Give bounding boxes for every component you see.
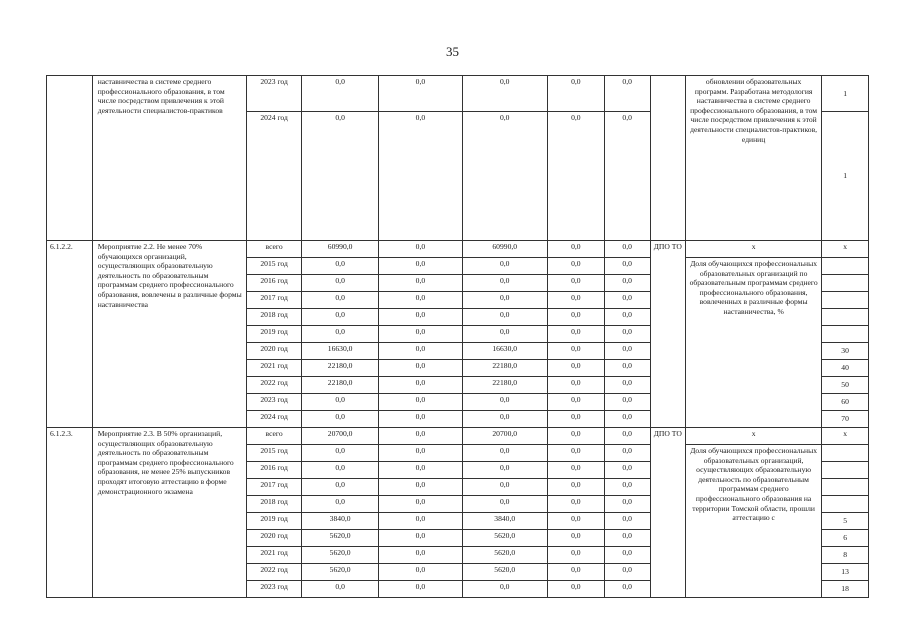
year-cell: 2016 год: [247, 275, 302, 292]
value-cell: 0,0: [462, 258, 547, 275]
value-cell: 0,0: [604, 377, 650, 394]
value-cell: 0,0: [547, 241, 604, 258]
value-cell: 0,0: [547, 411, 604, 428]
value-cell: 0,0: [379, 258, 462, 275]
value-cell: 0,0: [379, 326, 462, 343]
value-cell: 5620,0: [462, 530, 547, 547]
value-cell: 0,0: [302, 292, 379, 309]
year-cell: 2022 год: [247, 377, 302, 394]
value-cell: 0,0: [604, 445, 650, 462]
value-cell: 20700,0: [302, 428, 379, 445]
year-cell: 2020 год: [247, 343, 302, 360]
value-cell: 0,0: [302, 445, 379, 462]
event-description: наставничества в системе среднего профессионального образования, в том числе посредством привлечения к этой деятельности специалистов-практиков: [92, 76, 246, 241]
value-cell: 0,0: [604, 564, 650, 581]
value-cell: 0,0: [547, 496, 604, 513]
value-cell: 0,0: [379, 411, 462, 428]
year-cell: 2017 год: [247, 292, 302, 309]
value-cell: 0,0: [604, 428, 650, 445]
value-cell: 5620,0: [462, 564, 547, 581]
event-description: Мероприятие 2.2. Не менее 70% обучающихся организаций, осуществляющих образовательную деятельность по образовательным программам среднего профессионального образования, вовлечены в различные формы наставничества: [92, 241, 246, 428]
value-cell: 0,0: [302, 275, 379, 292]
value-cell: 0,0: [379, 112, 462, 241]
value-cell: 0,0: [547, 309, 604, 326]
value-cell: 5620,0: [302, 564, 379, 581]
target-value: 70: [822, 411, 869, 428]
value-cell: 0,0: [302, 394, 379, 411]
indicator-text: Доля обучающихся профессиональных образовательных организаций по образовательным программам среднего профессионального образования, вовлеченных в различные формы наставничества, %: [686, 258, 822, 428]
value-cell: 0,0: [379, 275, 462, 292]
value-cell: 0,0: [547, 445, 604, 462]
event-description: Мероприятие 2.3. В 50% организаций, осуществляющих образовательную деятельность по образовательным программам среднего профессионального образования, не менее 25% выпускников проходят итоговую аттестацию в форме демонстрационного экзамена: [92, 428, 246, 598]
year-cell: 2019 год: [247, 513, 302, 530]
target-value: 8: [822, 547, 869, 564]
value-cell: 22180,0: [302, 360, 379, 377]
target-value: 1: [822, 76, 869, 112]
target-value: 13: [822, 564, 869, 581]
page-number: 35: [446, 44, 459, 59]
value-cell: 0,0: [302, 581, 379, 598]
value-cell: 0,0: [604, 411, 650, 428]
value-cell: 0,0: [379, 377, 462, 394]
value-cell: 0,0: [462, 309, 547, 326]
value-cell: 0,0: [604, 496, 650, 513]
value-cell: 0,0: [379, 360, 462, 377]
value-cell: 0,0: [604, 258, 650, 275]
value-cell: 0,0: [462, 496, 547, 513]
value-cell: 0,0: [604, 76, 650, 112]
program-table: [46, 75, 869, 598]
value-cell: 0,0: [547, 564, 604, 581]
value-cell: 0,0: [547, 462, 604, 479]
value-cell: 0,0: [462, 581, 547, 598]
value-cell: 0,0: [547, 377, 604, 394]
year-cell: 2023 год: [247, 581, 302, 598]
value-cell: 0,0: [462, 445, 547, 462]
value-cell: 0,0: [462, 326, 547, 343]
year-cell: 2023 год: [247, 394, 302, 411]
value-cell: 0,0: [604, 530, 650, 547]
value-cell: 0,0: [604, 112, 650, 241]
target-value: [822, 309, 869, 326]
year-cell: 2020 год: [247, 530, 302, 547]
value-cell: 0,0: [379, 547, 462, 564]
value-cell: 0,0: [302, 258, 379, 275]
executor-cell: [650, 76, 686, 241]
value-cell: 0,0: [302, 496, 379, 513]
value-cell: 0,0: [547, 530, 604, 547]
target-value: 5: [822, 513, 869, 530]
value-cell: 0,0: [547, 112, 604, 241]
value-cell: 0,0: [604, 343, 650, 360]
target-value: [822, 292, 869, 309]
value-cell: 0,0: [604, 479, 650, 496]
value-cell: 0,0: [462, 112, 547, 241]
target-value: 60: [822, 394, 869, 411]
year-cell: всего: [247, 241, 302, 258]
value-cell: 3840,0: [302, 513, 379, 530]
target-value: [822, 326, 869, 343]
value-cell: 0,0: [462, 462, 547, 479]
year-cell: 2015 год: [247, 445, 302, 462]
value-cell: 0,0: [547, 326, 604, 343]
target-value: [822, 462, 869, 479]
value-cell: 0,0: [462, 275, 547, 292]
value-cell: 0,0: [379, 530, 462, 547]
target-value: [822, 445, 869, 462]
table-row: [47, 76, 869, 112]
value-cell: 0,0: [604, 309, 650, 326]
value-cell: 0,0: [604, 275, 650, 292]
value-cell: 20700,0: [462, 428, 547, 445]
value-cell: 0,0: [547, 394, 604, 411]
target-x: x: [822, 428, 869, 445]
value-cell: 0,0: [604, 394, 650, 411]
value-cell: 0,0: [604, 462, 650, 479]
value-cell: 0,0: [379, 292, 462, 309]
value-cell: 0,0: [604, 513, 650, 530]
value-cell: 0,0: [547, 547, 604, 564]
value-cell: 0,0: [604, 360, 650, 377]
target-value: 40: [822, 360, 869, 377]
indicator-x: x: [686, 241, 822, 258]
target-value: [822, 275, 869, 292]
value-cell: 0,0: [379, 76, 462, 112]
value-cell: 0,0: [462, 394, 547, 411]
value-cell: 0,0: [604, 326, 650, 343]
year-cell: 2022 год: [247, 564, 302, 581]
value-cell: 0,0: [379, 241, 462, 258]
table-row: [47, 241, 869, 258]
year-cell: 2015 год: [247, 258, 302, 275]
value-cell: 0,0: [302, 479, 379, 496]
target-value: [822, 496, 869, 513]
value-cell: 0,0: [302, 326, 379, 343]
value-cell: 0,0: [547, 258, 604, 275]
target-value: 50: [822, 377, 869, 394]
year-cell: 2024 год: [247, 112, 302, 241]
value-cell: 0,0: [547, 275, 604, 292]
target-value: 30: [822, 343, 869, 360]
value-cell: 0,0: [302, 112, 379, 241]
value-cell: 0,0: [379, 343, 462, 360]
value-cell: 5620,0: [302, 530, 379, 547]
value-cell: 0,0: [547, 76, 604, 112]
value-cell: 0,0: [462, 479, 547, 496]
value-cell: 60990,0: [462, 241, 547, 258]
value-cell: 0,0: [302, 462, 379, 479]
target-value: [822, 258, 869, 275]
value-cell: 0,0: [379, 564, 462, 581]
target-value: 1: [822, 112, 869, 241]
year-cell: 2024 год: [247, 411, 302, 428]
row-number: [47, 76, 93, 241]
indicator-x: x: [686, 428, 822, 445]
value-cell: 0,0: [604, 241, 650, 258]
value-cell: 5620,0: [462, 547, 547, 564]
value-cell: 0,0: [547, 343, 604, 360]
value-cell: 0,0: [379, 462, 462, 479]
value-cell: 0,0: [379, 428, 462, 445]
value-cell: 0,0: [604, 547, 650, 564]
value-cell: 22180,0: [302, 377, 379, 394]
value-cell: 5620,0: [302, 547, 379, 564]
year-cell: 2019 год: [247, 326, 302, 343]
year-cell: 2016 год: [247, 462, 302, 479]
value-cell: 16630,0: [462, 343, 547, 360]
target-value: [822, 479, 869, 496]
value-cell: 0,0: [547, 513, 604, 530]
indicator-text: обновлении образовательных программ. Разработана методология наставничества в системе среднего профессионального образования, в том числе посредством привлечения к этой деятельности специалистов-практиков, единиц: [686, 76, 822, 241]
executor-cell: ДПО ТО: [650, 428, 686, 598]
year-cell: 2021 год: [247, 360, 302, 377]
value-cell: 0,0: [547, 479, 604, 496]
value-cell: 22180,0: [462, 377, 547, 394]
year-cell: 2017 год: [247, 479, 302, 496]
value-cell: 0,0: [462, 76, 547, 112]
table-row: [47, 428, 869, 445]
indicator-text: Доля обучающихся профессиональных образовательных организаций, осуществляющих образовательную деятельность по образовательным программам среднего профессионального образования на территории Томской области, прошли аттестацию с: [686, 445, 822, 598]
value-cell: 0,0: [547, 581, 604, 598]
value-cell: 0,0: [379, 394, 462, 411]
value-cell: 22180,0: [462, 360, 547, 377]
value-cell: 3840,0: [462, 513, 547, 530]
value-cell: 0,0: [379, 309, 462, 326]
value-cell: 0,0: [379, 445, 462, 462]
value-cell: 0,0: [302, 309, 379, 326]
value-cell: 0,0: [547, 428, 604, 445]
executor-cell: ДПО ТО: [650, 241, 686, 428]
value-cell: 60990,0: [302, 241, 379, 258]
row-number: 6.1.2.3.: [47, 428, 93, 598]
value-cell: 0,0: [302, 76, 379, 112]
year-cell: 2018 год: [247, 309, 302, 326]
value-cell: 0,0: [462, 411, 547, 428]
target-x: x: [822, 241, 869, 258]
year-cell: 2023 год: [247, 76, 302, 112]
value-cell: 0,0: [379, 496, 462, 513]
target-value: 18: [822, 581, 869, 598]
value-cell: 0,0: [379, 479, 462, 496]
value-cell: 0,0: [462, 292, 547, 309]
value-cell: 0,0: [547, 292, 604, 309]
year-cell: 2021 год: [247, 547, 302, 564]
value-cell: 0,0: [379, 581, 462, 598]
value-cell: 16630,0: [302, 343, 379, 360]
target-value: 6: [822, 530, 869, 547]
value-cell: 0,0: [604, 292, 650, 309]
year-cell: всего: [247, 428, 302, 445]
value-cell: 0,0: [547, 360, 604, 377]
year-cell: 2018 год: [247, 496, 302, 513]
value-cell: 0,0: [379, 513, 462, 530]
value-cell: 0,0: [604, 581, 650, 598]
row-number: 6.1.2.2.: [47, 241, 93, 428]
value-cell: 0,0: [302, 411, 379, 428]
